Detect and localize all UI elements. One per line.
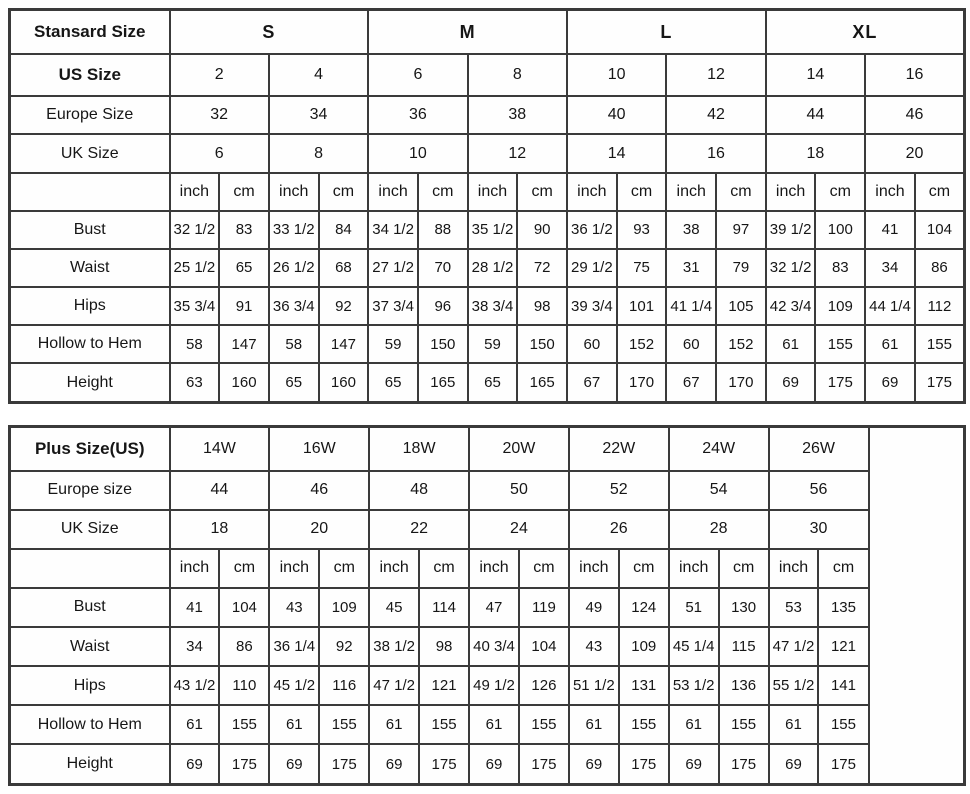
measurement-cm-cell: 88 xyxy=(418,211,468,249)
measurement-cm-cell: 136 xyxy=(719,666,769,705)
measurement-inch-cell: 33 1/2 xyxy=(269,211,319,249)
measurement-cm-cell: 96 xyxy=(418,287,468,325)
measurement-inch-cell: 69 xyxy=(469,744,519,784)
unit-inch-header-cell: inch xyxy=(469,549,519,588)
measurement-cm-cell: 114 xyxy=(419,588,469,627)
unit-cm-header-cell: cm xyxy=(319,173,369,211)
measurement-inch-cell: 27 1/2 xyxy=(368,249,418,287)
measurement-cm-cell: 101 xyxy=(617,287,667,325)
measurement-inch-cell: 69 xyxy=(669,744,719,784)
measurement-inch-cell: 51 xyxy=(669,588,719,627)
measurement-inch-cell: 58 xyxy=(170,325,220,363)
measurement-inch-cell: 67 xyxy=(666,363,716,402)
measurement-cm-cell: 126 xyxy=(519,666,569,705)
size-group-header-cell: L xyxy=(567,10,766,55)
unit-cm-header-cell: cm xyxy=(716,173,766,211)
measurement-cm-cell: 116 xyxy=(319,666,369,705)
size-value-cell: 42 xyxy=(666,96,765,134)
measurement-cm-cell: 92 xyxy=(319,627,369,666)
measurement-cm-cell: 83 xyxy=(815,249,865,287)
measurement-inch-cell: 61 xyxy=(269,705,319,744)
measurement-inch-cell: 41 xyxy=(865,211,915,249)
row-label-cell: Europe size xyxy=(10,471,170,510)
measurement-inch-cell: 61 xyxy=(469,705,519,744)
measurement-inch-cell: 37 3/4 xyxy=(368,287,418,325)
row-label-cell: Bust xyxy=(10,588,170,627)
unit-inch-header-cell: inch xyxy=(269,549,319,588)
table-row xyxy=(10,96,965,134)
unit-cm-header-cell: cm xyxy=(915,173,965,211)
standard-size-table xyxy=(8,8,966,404)
measurement-inch-cell: 59 xyxy=(368,325,418,363)
size-group-header-cell: M xyxy=(368,10,567,55)
unit-inch-header-cell: inch xyxy=(369,549,419,588)
row-label-cell: Waist xyxy=(10,627,170,666)
measurement-inch-cell: 65 xyxy=(468,363,518,402)
measurement-inch-cell: 34 xyxy=(865,249,915,287)
size-value-cell: 38 xyxy=(468,96,567,134)
measurement-cm-cell: 175 xyxy=(519,744,569,784)
measurement-cm-cell: 97 xyxy=(716,211,766,249)
measurement-cm-cell: 175 xyxy=(319,744,369,784)
unit-cm-header-cell: cm xyxy=(418,173,468,211)
measurement-inch-cell: 41 1/4 xyxy=(666,287,716,325)
measurement-cm-cell: 152 xyxy=(716,325,766,363)
measurement-cm-cell: 130 xyxy=(719,588,769,627)
measurement-inch-cell: 49 xyxy=(569,588,619,627)
measurement-inch-cell: 61 xyxy=(769,705,819,744)
measurement-cm-cell: 79 xyxy=(716,249,766,287)
measurement-cm-cell: 92 xyxy=(319,287,369,325)
size-value-cell: 10 xyxy=(567,54,666,96)
measurement-cm-cell: 110 xyxy=(219,666,269,705)
row-label-cell: Hollow to Hem xyxy=(10,325,170,363)
measurement-inch-cell: 38 xyxy=(666,211,716,249)
measurement-cm-cell: 175 xyxy=(419,744,469,784)
size-value-cell: 24W xyxy=(669,427,769,471)
measurement-cm-cell: 175 xyxy=(719,744,769,784)
size-value-cell: 8 xyxy=(269,134,368,172)
measurement-cm-cell: 155 xyxy=(619,705,669,744)
unit-cm-header-cell: cm xyxy=(815,173,865,211)
measurement-inch-cell: 53 1/2 xyxy=(669,666,719,705)
unit-cm-header-cell: cm xyxy=(517,173,567,211)
row-label-cell: Hips xyxy=(10,287,170,325)
table-row xyxy=(10,54,965,96)
table-row xyxy=(10,427,965,471)
measurement-cm-cell: 100 xyxy=(815,211,865,249)
measurement-cm-cell: 160 xyxy=(219,363,269,402)
size-value-cell: 20 xyxy=(865,134,964,172)
size-value-cell: 28 xyxy=(669,510,769,549)
measurement-inch-cell: 47 1/2 xyxy=(769,627,819,666)
size-value-cell: 20 xyxy=(269,510,369,549)
size-value-cell: 26W xyxy=(769,427,869,471)
measurement-inch-cell: 47 xyxy=(469,588,519,627)
row-label-cell: UK Size xyxy=(10,134,170,172)
measurement-cm-cell: 98 xyxy=(419,627,469,666)
measurement-cm-cell: 170 xyxy=(716,363,766,402)
table-row xyxy=(10,627,965,666)
measurement-inch-cell: 31 xyxy=(666,249,716,287)
measurement-cm-cell: 175 xyxy=(219,744,269,784)
measurement-cm-cell: 147 xyxy=(319,325,369,363)
size-value-cell: 14 xyxy=(766,54,865,96)
measurement-inch-cell: 61 xyxy=(170,705,220,744)
measurement-inch-cell: 69 xyxy=(369,744,419,784)
measurement-cm-cell: 121 xyxy=(818,627,868,666)
row-label-cell: Hollow to Hem xyxy=(10,705,170,744)
measurement-cm-cell: 170 xyxy=(617,363,667,402)
measurement-inch-cell: 36 1/2 xyxy=(567,211,617,249)
size-value-cell: 8 xyxy=(468,54,567,96)
unit-cm-header-cell: cm xyxy=(619,549,669,588)
unit-cm-header-cell: cm xyxy=(219,549,269,588)
size-value-cell: 16W xyxy=(269,427,369,471)
row-label-cell: Waist xyxy=(10,249,170,287)
measurement-cm-cell: 160 xyxy=(319,363,369,402)
measurement-inch-cell: 39 3/4 xyxy=(567,287,617,325)
measurement-inch-cell: 61 xyxy=(369,705,419,744)
row-label-cell: Bust xyxy=(10,211,170,249)
measurement-inch-cell: 25 1/2 xyxy=(170,249,220,287)
unit-cm-header-cell: cm xyxy=(818,549,868,588)
table-row xyxy=(10,471,965,510)
measurement-inch-cell: 69 xyxy=(865,363,915,402)
measurement-cm-cell: 141 xyxy=(818,666,868,705)
measurement-cm-cell: 115 xyxy=(719,627,769,666)
size-value-cell: 30 xyxy=(769,510,869,549)
measurement-cm-cell: 155 xyxy=(915,325,965,363)
table-row xyxy=(10,211,965,249)
measurement-cm-cell: 84 xyxy=(319,211,369,249)
measurement-cm-cell: 109 xyxy=(619,627,669,666)
measurement-cm-cell: 86 xyxy=(219,627,269,666)
measurement-inch-cell: 61 xyxy=(669,705,719,744)
size-value-cell: 24 xyxy=(469,510,569,549)
measurement-cm-cell: 75 xyxy=(617,249,667,287)
measurement-inch-cell: 32 1/2 xyxy=(170,211,220,249)
size-value-cell: 34 xyxy=(269,96,368,134)
size-value-cell: 40 xyxy=(567,96,666,134)
measurement-inch-cell: 44 1/4 xyxy=(865,287,915,325)
unit-inch-header-cell: inch xyxy=(269,173,319,211)
size-value-cell: 20W xyxy=(469,427,569,471)
measurement-inch-cell: 55 1/2 xyxy=(769,666,819,705)
measurement-inch-cell: 69 xyxy=(170,744,220,784)
size-value-cell: 26 xyxy=(569,510,669,549)
measurement-inch-cell: 65 xyxy=(269,363,319,402)
table-row xyxy=(10,249,965,287)
size-value-cell: 54 xyxy=(669,471,769,510)
unit-inch-header-cell: inch xyxy=(666,173,716,211)
measurement-cm-cell: 124 xyxy=(619,588,669,627)
measurement-inch-cell: 51 1/2 xyxy=(569,666,619,705)
unit-inch-header-cell: inch xyxy=(769,549,819,588)
row-label-cell: US Size xyxy=(10,54,170,96)
measurement-cm-cell: 119 xyxy=(519,588,569,627)
measurement-inch-cell: 34 xyxy=(170,627,220,666)
unit-cm-header-cell: cm xyxy=(219,173,269,211)
measurement-cm-cell: 155 xyxy=(419,705,469,744)
measurement-inch-cell: 49 1/2 xyxy=(469,666,519,705)
size-value-cell: 2 xyxy=(170,54,269,96)
row-label-cell: Height xyxy=(10,363,170,402)
measurement-cm-cell: 105 xyxy=(716,287,766,325)
table-row xyxy=(10,325,965,363)
unit-inch-header-cell: inch xyxy=(170,173,220,211)
measurement-cm-cell: 109 xyxy=(319,588,369,627)
size-value-cell: 56 xyxy=(769,471,869,510)
measurement-inch-cell: 69 xyxy=(769,744,819,784)
unit-inch-header-cell: inch xyxy=(468,173,518,211)
measurement-cm-cell: 155 xyxy=(818,705,868,744)
size-value-cell: 16 xyxy=(666,134,765,172)
table-row xyxy=(10,10,965,55)
measurement-inch-cell: 26 1/2 xyxy=(269,249,319,287)
size-value-cell: 48 xyxy=(369,471,469,510)
unit-cm-header-cell: cm xyxy=(617,173,667,211)
measurement-inch-cell: 47 1/2 xyxy=(369,666,419,705)
measurement-inch-cell: 60 xyxy=(666,325,716,363)
measurement-inch-cell: 61 xyxy=(766,325,816,363)
size-value-cell: 22 xyxy=(369,510,469,549)
size-value-cell: 14W xyxy=(170,427,270,471)
plus-size-table xyxy=(8,425,966,786)
measurement-cm-cell: 104 xyxy=(915,211,965,249)
measurement-inch-cell: 67 xyxy=(567,363,617,402)
size-group-header-cell: XL xyxy=(766,10,965,55)
size-value-cell: 16 xyxy=(865,54,964,96)
measurement-cm-cell: 98 xyxy=(517,287,567,325)
measurement-inch-cell: 61 xyxy=(569,705,619,744)
measurement-inch-cell: 45 1/4 xyxy=(669,627,719,666)
measurement-cm-cell: 70 xyxy=(418,249,468,287)
measurement-inch-cell: 29 1/2 xyxy=(567,249,617,287)
measurement-inch-cell: 43 xyxy=(569,627,619,666)
unit-inch-header-cell: inch xyxy=(569,549,619,588)
measurement-cm-cell: 175 xyxy=(818,744,868,784)
measurement-cm-cell: 65 xyxy=(219,249,269,287)
measurement-inch-cell: 59 xyxy=(468,325,518,363)
measurement-inch-cell: 42 3/4 xyxy=(766,287,816,325)
row-label-cell xyxy=(10,549,170,588)
measurement-cm-cell: 155 xyxy=(219,705,269,744)
measurement-cm-cell: 112 xyxy=(915,287,965,325)
measurement-inch-cell: 38 3/4 xyxy=(468,287,518,325)
measurement-cm-cell: 91 xyxy=(219,287,269,325)
table-title-cell: Stansard Size xyxy=(10,10,170,55)
size-value-cell: 52 xyxy=(569,471,669,510)
measurement-inch-cell: 43 1/2 xyxy=(170,666,220,705)
measurement-inch-cell: 35 1/2 xyxy=(468,211,518,249)
measurement-cm-cell: 72 xyxy=(517,249,567,287)
size-value-cell: 46 xyxy=(865,96,964,134)
size-group-header-cell: S xyxy=(170,10,369,55)
measurement-cm-cell: 121 xyxy=(419,666,469,705)
measurement-cm-cell: 131 xyxy=(619,666,669,705)
unit-inch-header-cell: inch xyxy=(567,173,617,211)
measurement-inch-cell: 36 3/4 xyxy=(269,287,319,325)
blank-cell xyxy=(869,427,965,785)
measurement-cm-cell: 109 xyxy=(815,287,865,325)
measurement-cm-cell: 175 xyxy=(619,744,669,784)
measurement-cm-cell: 147 xyxy=(219,325,269,363)
table-row xyxy=(10,134,965,172)
measurement-cm-cell: 150 xyxy=(517,325,567,363)
measurement-inch-cell: 69 xyxy=(569,744,619,784)
size-value-cell: 18 xyxy=(766,134,865,172)
measurement-inch-cell: 69 xyxy=(766,363,816,402)
measurement-inch-cell: 69 xyxy=(269,744,319,784)
table-row xyxy=(10,173,965,211)
table-row xyxy=(10,666,965,705)
measurement-inch-cell: 34 1/2 xyxy=(368,211,418,249)
size-value-cell: 4 xyxy=(269,54,368,96)
unit-inch-header-cell: inch xyxy=(766,173,816,211)
unit-inch-header-cell: inch xyxy=(170,549,220,588)
measurement-inch-cell: 35 3/4 xyxy=(170,287,220,325)
measurement-cm-cell: 155 xyxy=(319,705,369,744)
measurement-inch-cell: 32 1/2 xyxy=(766,249,816,287)
measurement-cm-cell: 165 xyxy=(517,363,567,402)
measurement-cm-cell: 155 xyxy=(719,705,769,744)
size-value-cell: 12 xyxy=(468,134,567,172)
unit-cm-header-cell: cm xyxy=(719,549,769,588)
measurement-cm-cell: 104 xyxy=(519,627,569,666)
size-value-cell: 36 xyxy=(368,96,467,134)
unit-cm-header-cell: cm xyxy=(519,549,569,588)
size-value-cell: 44 xyxy=(170,471,270,510)
measurement-cm-cell: 90 xyxy=(517,211,567,249)
measurement-inch-cell: 40 3/4 xyxy=(469,627,519,666)
row-label-cell: Europe Size xyxy=(10,96,170,134)
measurement-cm-cell: 135 xyxy=(818,588,868,627)
measurement-inch-cell: 43 xyxy=(269,588,319,627)
size-value-cell: 18 xyxy=(170,510,270,549)
measurement-inch-cell: 45 1/2 xyxy=(269,666,319,705)
measurement-cm-cell: 83 xyxy=(219,211,269,249)
measurement-inch-cell: 61 xyxy=(865,325,915,363)
measurement-cm-cell: 93 xyxy=(617,211,667,249)
measurement-cm-cell: 175 xyxy=(915,363,965,402)
size-value-cell: 46 xyxy=(269,471,369,510)
size-value-cell: 14 xyxy=(567,134,666,172)
table-row xyxy=(10,588,965,627)
size-value-cell: 6 xyxy=(368,54,467,96)
size-value-cell: 22W xyxy=(569,427,669,471)
table-row xyxy=(10,549,965,588)
row-label-cell: Plus Size(US) xyxy=(10,427,170,471)
size-value-cell: 10 xyxy=(368,134,467,172)
measurement-cm-cell: 155 xyxy=(519,705,569,744)
measurement-inch-cell: 28 1/2 xyxy=(468,249,518,287)
size-value-cell: 32 xyxy=(170,96,269,134)
table-row xyxy=(10,287,965,325)
measurement-inch-cell: 63 xyxy=(170,363,220,402)
row-label-cell: Hips xyxy=(10,666,170,705)
size-value-cell: 44 xyxy=(766,96,865,134)
measurement-cm-cell: 155 xyxy=(815,325,865,363)
measurement-inch-cell: 41 xyxy=(170,588,220,627)
unit-inch-header-cell: inch xyxy=(368,173,418,211)
measurement-cm-cell: 165 xyxy=(418,363,468,402)
size-value-cell: 18W xyxy=(369,427,469,471)
size-value-cell: 50 xyxy=(469,471,569,510)
measurement-inch-cell: 36 1/4 xyxy=(269,627,319,666)
size-value-cell: 12 xyxy=(666,54,765,96)
table-row xyxy=(10,510,965,549)
table-row xyxy=(10,744,965,784)
measurement-cm-cell: 152 xyxy=(617,325,667,363)
measurement-cm-cell: 68 xyxy=(319,249,369,287)
unit-inch-header-cell: inch xyxy=(865,173,915,211)
table-row xyxy=(10,705,965,744)
row-label-cell xyxy=(10,173,170,211)
measurement-inch-cell: 38 1/2 xyxy=(369,627,419,666)
measurement-inch-cell: 39 1/2 xyxy=(766,211,816,249)
measurement-inch-cell: 60 xyxy=(567,325,617,363)
measurement-cm-cell: 104 xyxy=(219,588,269,627)
measurement-inch-cell: 53 xyxy=(769,588,819,627)
row-label-cell: UK Size xyxy=(10,510,170,549)
measurement-inch-cell: 45 xyxy=(369,588,419,627)
measurement-cm-cell: 175 xyxy=(815,363,865,402)
row-label-cell: Height xyxy=(10,744,170,784)
measurement-cm-cell: 86 xyxy=(915,249,965,287)
unit-cm-header-cell: cm xyxy=(319,549,369,588)
measurement-inch-cell: 58 xyxy=(269,325,319,363)
unit-cm-header-cell: cm xyxy=(419,549,469,588)
measurement-inch-cell: 65 xyxy=(368,363,418,402)
table-row xyxy=(10,363,965,402)
measurement-cm-cell: 150 xyxy=(418,325,468,363)
unit-inch-header-cell: inch xyxy=(669,549,719,588)
size-value-cell: 6 xyxy=(170,134,269,172)
